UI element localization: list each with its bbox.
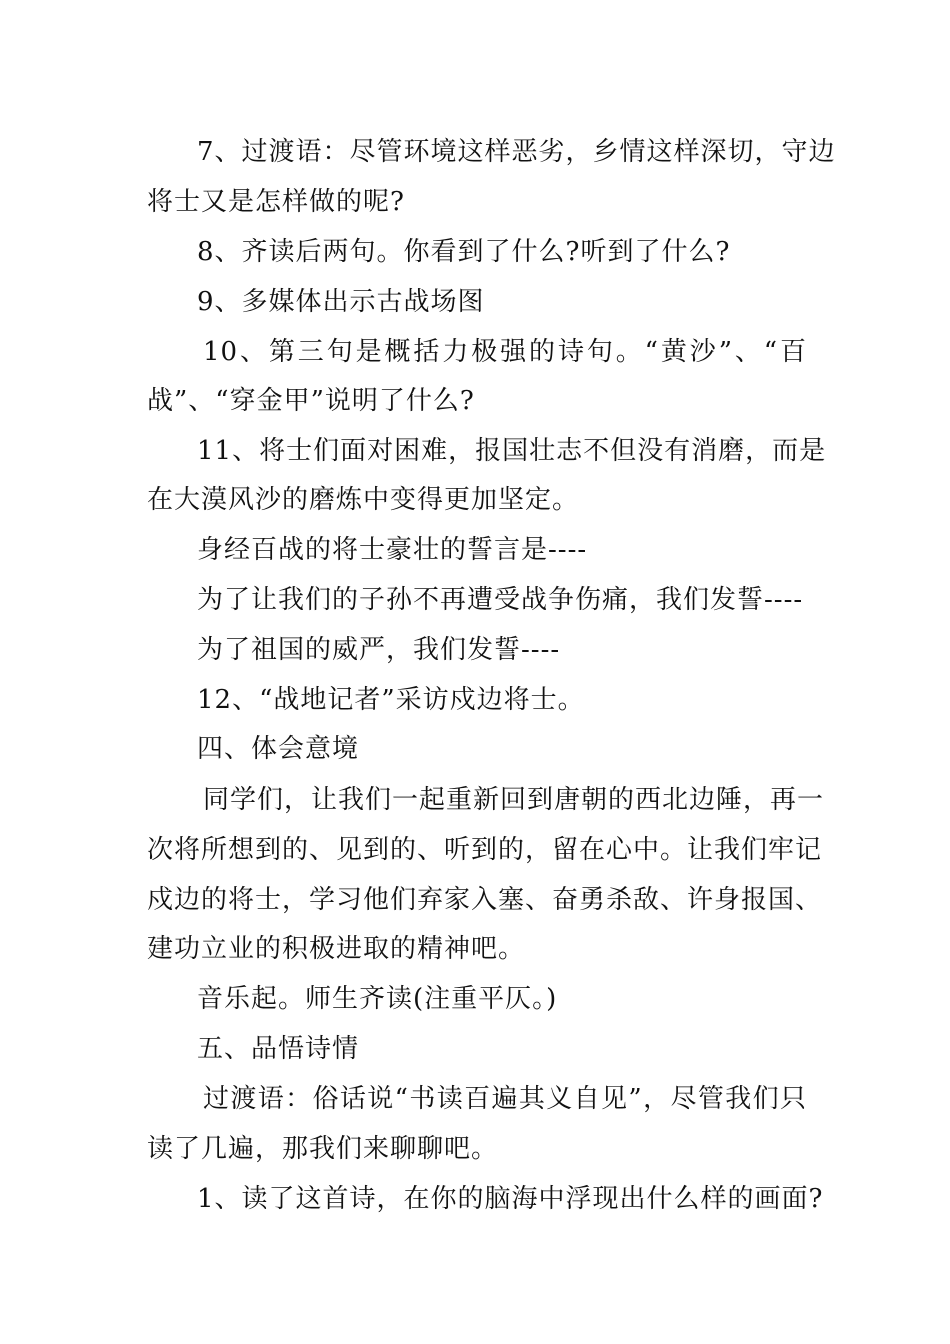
section-5-transition-line-1: 过渡语：俗话说“书读百遍其义自见”，尽管我们只 (203, 1084, 807, 1114)
paragraph-7-line-2: 将士又是怎样做的呢? (147, 187, 405, 217)
section-heading-4: 四、体会意境 (197, 734, 360, 764)
section-4-paragraph-line-3: 戍边的将士，学习他们弃家入塞、奋勇杀敌、许身报国、 (147, 885, 823, 915)
paragraph-11-line-1: 11、将士们面对困难，报国壮志不但没有消磨，而是 (197, 436, 827, 466)
paragraph-8: 8、齐读后两句。你看到了什么?听到了什么? (197, 237, 731, 267)
oath-line-2: 为了让我们的子孙不再遭受战争伤痛，我们发誓---- (197, 585, 804, 615)
oath-line-3: 为了祖国的威严，我们发誓---- (197, 635, 561, 665)
paragraph-10-line-1: 10、第三句是概括力极强的诗句。“黄沙”、“百 (203, 337, 807, 367)
paragraph-11-line-2: 在大漠风沙的磨炼中变得更加坚定。 (147, 485, 580, 515)
section-4-paragraph-line-1: 同学们，让我们一起重新回到唐朝的西北边陲，再一 (203, 785, 825, 815)
question-1: 1、读了这首诗，在你的脑海中浮现出什么样的画面? (197, 1184, 824, 1214)
oath-line-1: 身经百战的将士豪壮的誓言是---- (197, 535, 588, 565)
section-heading-5: 五、品悟诗情 (197, 1034, 360, 1064)
paragraph-7-line-1: 7、过渡语：尽管环境这样恶劣，乡情这样深切，守边 (197, 137, 836, 167)
section-4-paragraph-line-4: 建功立业的积极进取的精神吧。 (147, 934, 526, 964)
music-reading-line: 音乐起。师生齐读(注重平仄。) (197, 984, 558, 1014)
section-4-paragraph-line-2: 次将所想到的、见到的、听到的，留在心中。让我们牢记 (147, 835, 823, 865)
section-5-transition-line-2: 读了几遍，那我们来聊聊吧。 (147, 1134, 499, 1164)
paragraph-10-line-2: 战”、“穿金甲”说明了什么? (147, 386, 475, 416)
paragraph-9: 9、多媒体出示古战场图 (197, 287, 485, 317)
paragraph-12: 12、“战地记者”采访戍边将士。 (197, 685, 585, 715)
